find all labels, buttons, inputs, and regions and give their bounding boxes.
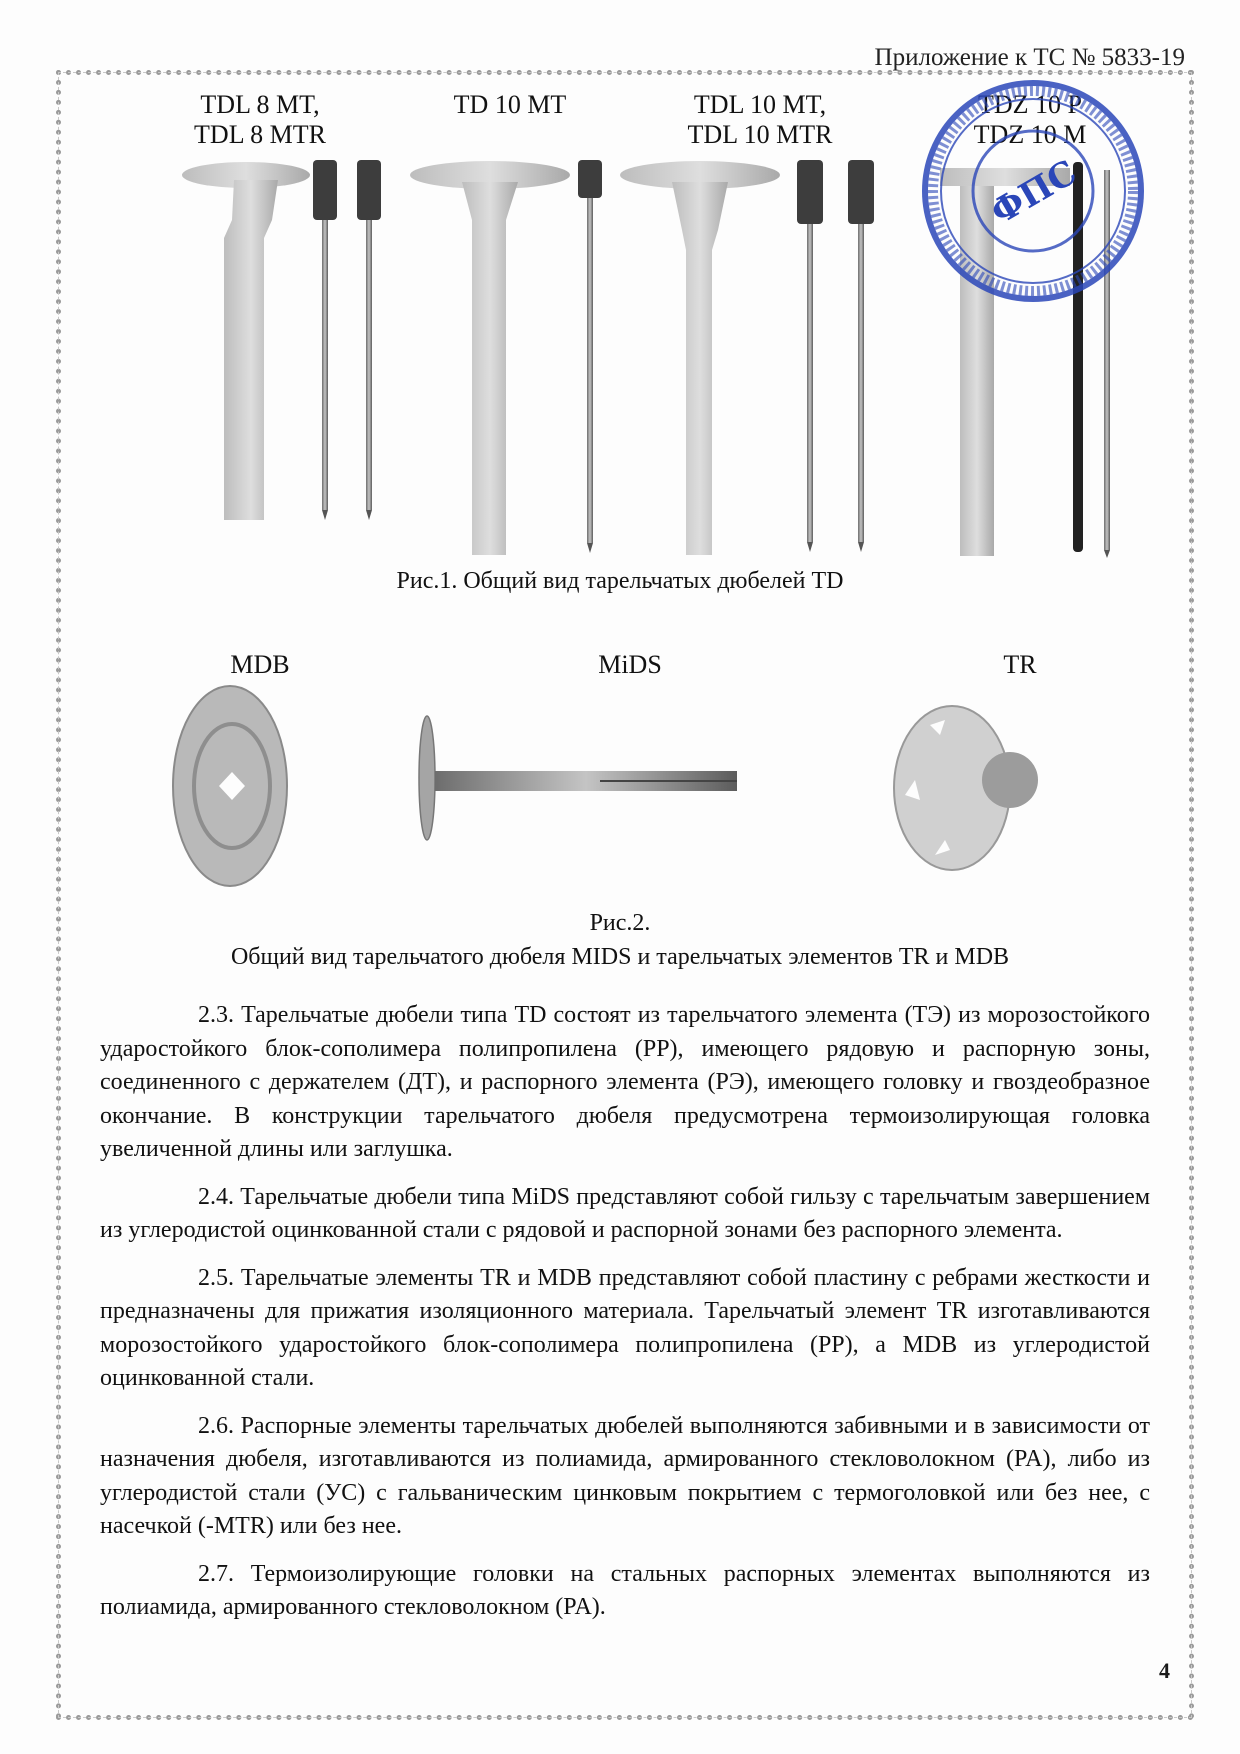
paragraph-2-7: 2.7. Термоизолирующие головки на стальных распорных элементах выполняются из полиамида, армированного стекловолокном (PA). <box>100 1560 1150 1620</box>
figure2-caption-number: Рис.2. <box>589 910 651 936</box>
mids-dowel <box>419 716 737 840</box>
stamp-text: ФПС <box>984 152 1084 233</box>
paragraph-2-3: 2.3. Тарельчатые дюбели типа TD состоят из тарельчатого элемента (ТЭ) из морозостойкого ударостойкого блок-сополимера полипропилена (PP), имеющего рядовую и распорную зоны, соединенного с держателем (ДТ), и распорного элемента (РЭ), имеющего головку и гвоздеобразное окончание. В конструкции тарельчатого дюбеля предусмотрена термоизолирующая головка увеличенной длины или заглушка. <box>100 1002 1150 1162</box>
page-number: 4 <box>1159 1658 1170 1683</box>
annex-note: Приложение к ТС № 5833-19 <box>874 44 1185 71</box>
paragraph-2-5: 2.5. Тарельчатые элементы TR и MDB представляют собой пластину с ребрами жесткости и предназначены для прижатия изоляционного материала. Тарельчатый элемент TR изготавливаются морозостойкого ударостойкого блок-сополимера полипропилена (PP), а MDB из углеродистой оцинкованной стали. <box>100 1264 1150 1391</box>
figure1-label-tdz10: TDZ 10 P TDZ 10 M <box>973 90 1087 149</box>
mdb-plate <box>173 686 287 886</box>
figure2-label-mdb: MDB <box>230 650 290 679</box>
figure1-label-td10: TD 10 MT <box>453 90 567 119</box>
tr-plate <box>894 706 1038 870</box>
figure1-label-tdl10: TDL 10 MT, TDL 10 MTR <box>687 90 833 149</box>
paragraph-2-6: 2.6. Распорные элементы тарельчатых дюбелей выполняются забивными и в зависимости от назначения дюбеля, изготавливаются из полиамида, армированного стекловолокном (PA), либо из углеродистой стали (УС) с гальваническим цинковым покрытием с термоголовкой или без нее, с насечкой (-MTR) или без нее. <box>100 1412 1150 1539</box>
figure2-label-tr: TR <box>1003 650 1037 679</box>
figure2-label-mids: MiDS <box>598 650 662 679</box>
figure1-label-tdl8: TDL 8 MT, TDL 8 MTR <box>194 90 326 149</box>
document-body <box>100 999 1150 1639</box>
paragraph-2-4: 2.4. Тарельчатые дюбели типа MiDS представляют собой гильзу с тарельчатым завершением из углеродистой оцинкованной стали с рядовой и распорной зонами без распорного элемента. <box>100 1183 1150 1243</box>
figure2-caption-text: Общий вид тарельчатого дюбеля MIDS и тарельчатых элементов TR и MDB <box>230 944 1010 970</box>
figure1-caption: Рис.1. Общий вид тарельчатых дюбелей TD <box>396 568 844 594</box>
